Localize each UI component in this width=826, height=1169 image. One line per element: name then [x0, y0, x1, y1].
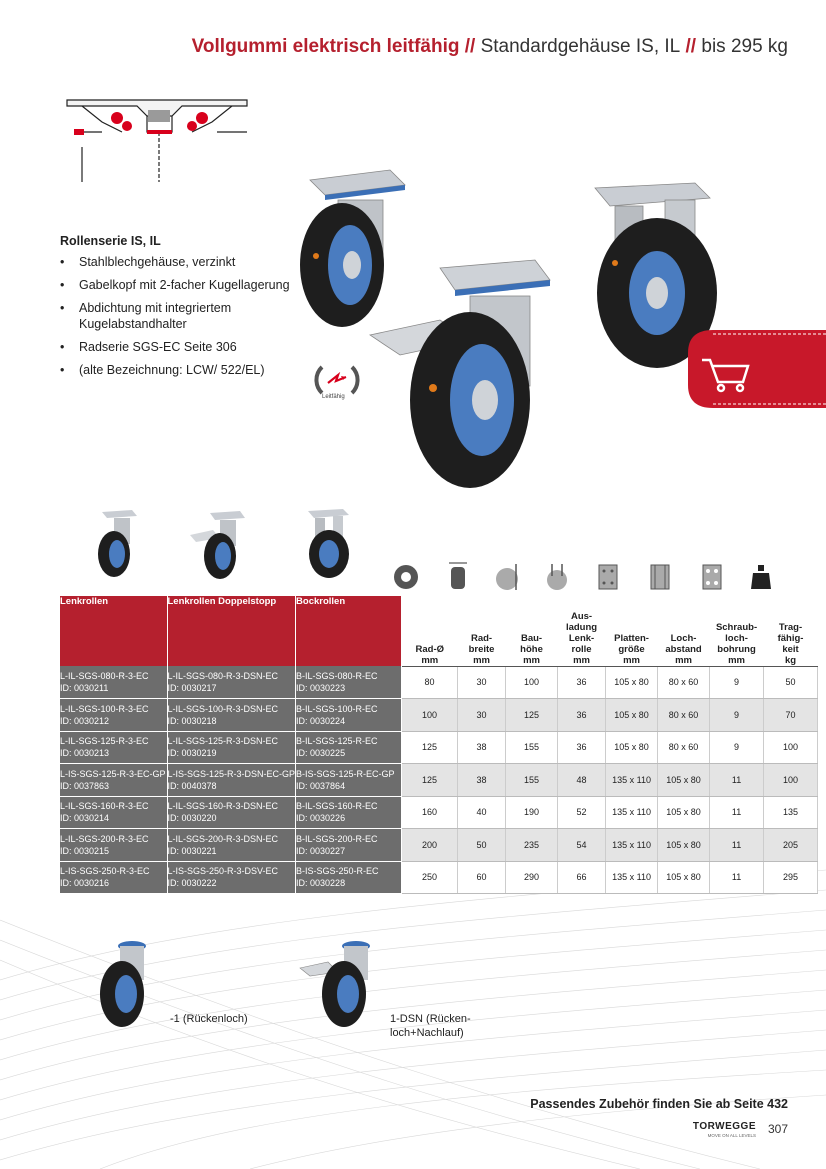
series-description — [60, 234, 290, 385]
table-row — [60, 829, 818, 862]
spec-value-cell: 11 — [710, 764, 764, 797]
spec-value-cell: 38 — [458, 731, 506, 764]
article-number-cell: L-IL-SGS-080-R-3-EC ID: 0030211 — [60, 666, 167, 699]
spec-value-cell: 50 — [764, 666, 818, 699]
spec-value-cell: 290 — [506, 861, 558, 894]
spec-value-cell: 125 — [506, 699, 558, 732]
spec-value-cell: 155 — [506, 764, 558, 797]
spec-value-cell: 105 x 80 — [606, 699, 658, 732]
header-lochabstand: Loch- abstand mm — [658, 596, 710, 666]
spec-value-cell: 125 — [402, 764, 458, 797]
header-bauhoehe: Bau- höhe mm — [506, 596, 558, 666]
series-bullet: • Abdichtung mit integriertem Kugelabstandhalter — [60, 300, 290, 332]
header-ausladung: Aus- ladung Lenk- rolle mm — [558, 596, 606, 666]
article-number-cell: L-IS-SGS-125-R-3-DSN-EC-GP ID: 0040378 — [167, 764, 296, 797]
spec-value-cell: 105 x 80 — [606, 731, 658, 764]
spec-value-cell: 9 — [710, 699, 764, 732]
header-lenkrollen: Lenkrollen — [60, 596, 167, 666]
cross-section-drawing — [62, 92, 257, 184]
spec-value-cell: 200 — [402, 829, 458, 862]
product-table — [60, 596, 818, 894]
spec-value-cell: 11 — [710, 829, 764, 862]
table-row — [60, 666, 818, 699]
load-capacity-icon — [750, 563, 772, 591]
header-radbreite: Rad- breite mm — [458, 596, 506, 666]
header-plattengroesse: Platten- größe mm — [606, 596, 658, 666]
series-bullet-list — [60, 254, 290, 378]
spec-value-cell: 250 — [402, 861, 458, 894]
spec-value-cell: 9 — [710, 731, 764, 764]
thumb-fixed-caster — [303, 508, 355, 580]
spec-value-cell: 100 — [764, 731, 818, 764]
spec-value-cell: 70 — [764, 699, 818, 732]
header-bockrollen: Bockrollen — [296, 596, 402, 666]
spec-value-cell: 235 — [506, 829, 558, 862]
header-schraubloch: Schraub- loch- bohrung mm — [710, 596, 764, 666]
spec-value-cell: 80 x 60 — [658, 699, 710, 732]
spec-value-cell: 9 — [710, 666, 764, 699]
variant-rueckenloch-nachlauf-photo — [298, 938, 384, 1030]
series-bullet: • Radserie SGS-EC Seite 306 — [60, 339, 290, 355]
spec-value-cell: 100 — [402, 699, 458, 732]
table-body — [60, 666, 818, 894]
bolt-hole-icon — [700, 562, 724, 592]
spec-value-cell: 38 — [458, 764, 506, 797]
spec-value-cell: 295 — [764, 861, 818, 894]
spec-value-cell: 105 x 80 — [658, 796, 710, 829]
spec-value-cell: 36 — [558, 699, 606, 732]
page-number: 307 — [767, 1122, 788, 1136]
article-number-cell: L-IL-SGS-100-R-3-DSN-EC ID: 0030218 — [167, 699, 296, 732]
spec-value-cell: 40 — [458, 796, 506, 829]
spec-value-cell: 30 — [458, 699, 506, 732]
spec-value-cell: 135 x 110 — [606, 829, 658, 862]
spec-value-cell: 105 x 80 — [606, 666, 658, 699]
spec-value-cell: 54 — [558, 829, 606, 862]
spec-value-cell: 66 — [558, 861, 606, 894]
article-number-cell: B-IS-SGS-125-R-EC-GP ID: 0037864 — [296, 764, 402, 797]
spec-value-cell: 135 x 110 — [606, 796, 658, 829]
spec-value-cell: 135 x 110 — [606, 764, 658, 797]
spec-value-cell: 80 x 60 — [658, 666, 710, 699]
header-rad-durchmesser: Rad-Ø mm — [402, 596, 458, 666]
wheel-width-icon — [448, 561, 468, 591]
swivel-brake-caster-photo — [360, 250, 560, 490]
article-number-cell: L-IS-SGS-125-R-3-EC-GP ID: 0037863 — [60, 764, 167, 797]
table-row — [60, 764, 818, 797]
conductive-badge-label: Leitfähig — [322, 394, 345, 400]
article-number-cell: B-IL-SGS-125-R-EC ID: 0030225 — [296, 731, 402, 764]
spec-value-cell: 205 — [764, 829, 818, 862]
spec-value-cell: 36 — [558, 666, 606, 699]
article-number-cell: L-IS-SGS-250-R-3-DSV-EC ID: 0030222 — [167, 861, 296, 894]
spec-value-cell: 11 — [710, 861, 764, 894]
article-number-cell: L-IL-SGS-080-R-3-DSN-EC ID: 0030217 — [167, 666, 296, 699]
spec-value-cell: 80 — [402, 666, 458, 699]
spec-value-cell: 36 — [558, 731, 606, 764]
series-bullet: • (alte Bezeichnung: LCW/ 522/EL) — [60, 362, 290, 378]
series-bullet: • Stahlblechgehäuse, verzinkt — [60, 254, 290, 270]
spec-value-cell: 50 — [458, 829, 506, 862]
spec-value-cell: 11 — [710, 796, 764, 829]
spec-value-cell: 52 — [558, 796, 606, 829]
article-number-cell: L-IL-SGS-100-R-3-EC ID: 0030212 — [60, 699, 167, 732]
spec-value-cell: 160 — [402, 796, 458, 829]
shop-cart-tab[interactable] — [688, 330, 826, 408]
article-number-cell: B-IL-SGS-100-R-EC ID: 0030224 — [296, 699, 402, 732]
spec-value-cell: 155 — [506, 731, 558, 764]
hole-spacing-icon — [648, 562, 672, 592]
article-number-cell: B-IS-SGS-250-R-EC ID: 0030228 — [296, 861, 402, 894]
article-number-cell: B-IL-SGS-200-R-EC ID: 0030227 — [296, 829, 402, 862]
article-number-cell: L-IL-SGS-160-R-3-EC ID: 0030214 — [60, 796, 167, 829]
article-number-cell: L-IS-SGS-250-R-3-EC ID: 0030216 — [60, 861, 167, 894]
article-number-cell: L-IL-SGS-160-R-3-DSN-EC ID: 0030220 — [167, 796, 296, 829]
spec-value-cell: 105 x 80 — [658, 764, 710, 797]
brand-logo: TORWEGGE — [692, 1121, 756, 1132]
spec-value-cell: 100 — [764, 764, 818, 797]
spec-value-cell: 48 — [558, 764, 606, 797]
variant-rueckenloch-label: -1 (Rückenloch) — [170, 1013, 248, 1025]
table-row — [60, 731, 818, 764]
spec-value-cell: 30 — [458, 666, 506, 699]
spec-value-cell: 105 x 80 — [658, 861, 710, 894]
article-number-cell: L-IL-SGS-200-R-3-DSN-EC ID: 0030221 — [167, 829, 296, 862]
table-row — [60, 796, 818, 829]
spec-value-cell: 60 — [458, 861, 506, 894]
series-bullet: • Gabelkopf mit 2-facher Kugellagerung — [60, 277, 290, 293]
table-row — [60, 699, 818, 732]
wheel-diameter-icon — [392, 563, 420, 591]
article-number-cell: L-IL-SGS-200-R-3-EC ID: 0030215 — [60, 829, 167, 862]
table-header-row — [60, 596, 818, 666]
article-number-cell: L-IL-SGS-125-R-3-EC ID: 0030213 — [60, 731, 167, 764]
article-number-cell: B-IL-SGS-080-R-EC ID: 0030223 — [296, 666, 402, 699]
table-row — [60, 861, 818, 894]
variant-rueckenloch-nachlauf-label: 1-DSN (Rücken- loch+Nachlauf) — [390, 1013, 471, 1039]
spec-value-cell: 190 — [506, 796, 558, 829]
brand-tagline: MOVE ON ALL LEVELS — [707, 1133, 756, 1138]
spec-value-cell: 105 x 80 — [658, 829, 710, 862]
spec-value-cell: 80 x 60 — [658, 731, 710, 764]
header-lenkrollen-doppelstopp: Lenkrollen Doppelstopp — [167, 596, 296, 666]
header-title-red: Vollgummi elektrisch leitfähig — [191, 36, 460, 57]
thumb-brake-caster — [188, 510, 248, 580]
series-heading: Rollenserie IS, IL — [60, 234, 161, 248]
spec-value-cell: 135 x 110 — [606, 861, 658, 894]
spec-value-cell: 125 — [402, 731, 458, 764]
swivel-offset-icon — [544, 562, 570, 592]
plate-size-icon — [596, 562, 620, 592]
spec-value-cell: 100 — [506, 666, 558, 699]
thumb-swivel-caster — [92, 508, 142, 580]
article-number-cell: B-IL-SGS-160-R-EC ID: 0030226 — [296, 796, 402, 829]
header-tragfaehigkeit: Trag- fähig- keit kg — [764, 596, 818, 666]
page-header-title: Vollgummi elektrisch leitfähig // Standardgehäuse IS, IL // bis 295 kg — [191, 36, 788, 57]
article-number-cell: L-IL-SGS-125-R-3-DSN-EC ID: 0030219 — [167, 731, 296, 764]
spec-value-cell: 135 — [764, 796, 818, 829]
accessories-note: Passendes Zubehör finden Sie ab Seite 432 — [530, 1097, 788, 1111]
build-height-icon — [494, 562, 520, 592]
variant-rueckenloch-photo — [92, 938, 154, 1030]
